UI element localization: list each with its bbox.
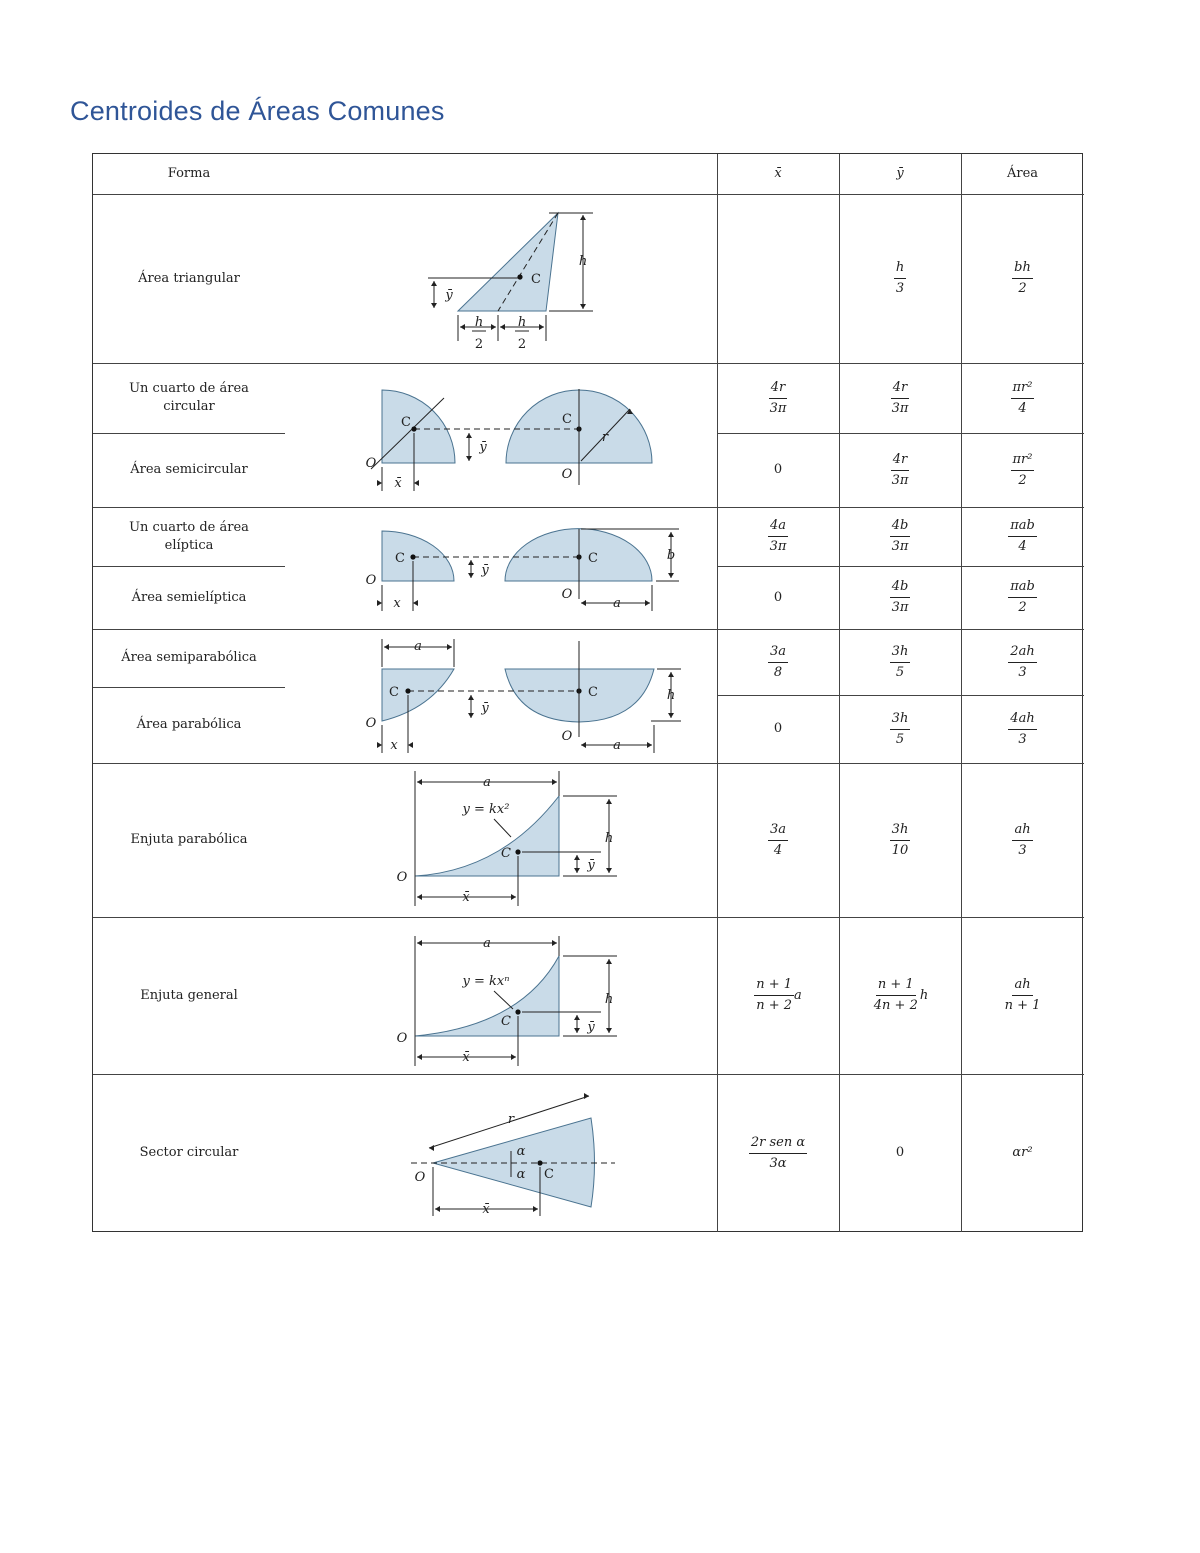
ybar-value: [839, 629, 961, 695]
xbar-value: [717, 629, 839, 695]
dimension-arrowhead: [431, 281, 437, 286]
shape-name: [109, 763, 269, 917]
page-title: Centroides de Áreas Comunes: [70, 96, 445, 126]
a-label: a: [483, 936, 491, 951]
dimension-arrowhead: [581, 742, 586, 748]
ybar-value: [839, 507, 961, 566]
dimension-arrowhead: [581, 600, 586, 606]
dimension-arrowhead: [533, 1206, 538, 1212]
ybar-formula-denominator: 5: [895, 664, 905, 680]
xbar-formula-factor: a: [794, 987, 802, 1003]
centroid-label: C: [588, 685, 598, 700]
ybar-formula-fraction: [890, 517, 911, 555]
xbar-formula: 0: [773, 721, 783, 737]
origin-label: O: [365, 456, 377, 471]
h-label: h: [666, 688, 676, 703]
area-formula: [1008, 517, 1037, 555]
centroid-point: [515, 1009, 520, 1014]
ybar-formula: [872, 976, 928, 1014]
area-value: [961, 363, 1084, 433]
xbar-formula: [768, 517, 789, 555]
xbar-formula-fraction: [768, 517, 789, 555]
area-formula-numerator: πab: [1008, 578, 1037, 598]
dimension-arrowhead: [429, 1145, 434, 1151]
header-area: [961, 154, 1084, 194]
shape-name-label: Enjuta parabólica: [130, 832, 248, 848]
area-value: [961, 917, 1084, 1074]
dimension-arrowhead: [552, 940, 557, 946]
dimension-arrowhead: [460, 324, 465, 330]
area-formula-fraction: [1008, 710, 1036, 748]
area-formula-denominator: 3: [1018, 842, 1027, 858]
half-denominator: 2: [517, 337, 527, 352]
ybar-label: ȳ: [587, 1020, 595, 1035]
x-label: x: [393, 596, 401, 611]
area-formula-numerator: ah: [1012, 821, 1032, 841]
xbar-formula-denominator: 4: [773, 842, 783, 858]
dimension-arrowhead: [647, 742, 652, 748]
centroid-point: [410, 554, 415, 559]
xbar-value: [717, 433, 839, 507]
dimension-arrowhead: [668, 573, 674, 578]
shape-name-label: Enjuta general: [140, 987, 238, 1003]
ybar-formula-denominator: 3: [895, 281, 905, 296]
dimension-arrowhead: [447, 644, 452, 650]
ybar-label: ȳ: [479, 440, 487, 455]
centroid-point: [537, 1160, 542, 1165]
dimension-arrowhead: [468, 713, 474, 718]
centroid-point: [517, 274, 522, 279]
half-label: h: [517, 315, 527, 330]
header-xbar: [717, 154, 839, 194]
origin-label: O: [561, 467, 573, 482]
area-value: [961, 507, 1084, 566]
general-spandrel-shape: [415, 956, 559, 1036]
dimension-arrowhead: [414, 480, 419, 486]
shape-name: [109, 1074, 269, 1232]
ybar-formula: [890, 517, 911, 555]
header-xbar-label: x̄: [774, 166, 782, 182]
header-forma: [93, 154, 285, 194]
area-formula-denominator: n + 1: [1004, 998, 1041, 1013]
ybar-formula: [890, 379, 911, 417]
ybar-value: [839, 433, 961, 507]
area-value: [961, 433, 1084, 507]
xbar-label: x̄: [394, 476, 402, 491]
ybar-formula-denominator: 10: [891, 842, 909, 858]
xbar-formula: 0: [773, 589, 783, 605]
dimension-arrowhead: [552, 779, 557, 785]
area-formula-denominator: 4: [1018, 539, 1027, 554]
dimension-arrowhead: [468, 573, 474, 578]
header-ybar-label: ȳ: [896, 166, 904, 182]
area-formula: [1012, 821, 1032, 859]
h-label: h: [604, 992, 614, 1007]
xbar-value: [717, 917, 839, 1074]
area-formula-numerator: bh: [1012, 259, 1033, 279]
dimension-arrowhead: [580, 304, 586, 309]
origin-label: O: [365, 716, 377, 731]
area-formula-fraction: [1008, 517, 1037, 555]
ybar-formula-numerator: 3h: [890, 710, 911, 730]
ybar-formula-denominator: 3π: [891, 400, 909, 416]
area-value: [961, 194, 1084, 363]
shape-name-label: Área semicircular: [130, 462, 248, 478]
area-formula: [1011, 379, 1035, 417]
shape-name-label: Área semiparabólica: [121, 650, 257, 666]
dimension-arrowhead: [377, 742, 382, 748]
ybar-value: [839, 566, 961, 629]
dimension-arrowhead: [491, 324, 496, 330]
area-formula: [1003, 976, 1043, 1014]
origin-label: O: [396, 1031, 408, 1046]
area-formula-denominator: 3: [1018, 731, 1027, 747]
dimension-arrowhead: [435, 1206, 440, 1212]
alpha-label: α: [516, 1167, 526, 1182]
area-formula-numerator: 2ah: [1008, 643, 1036, 663]
centroid-table: [92, 153, 1083, 1232]
centroid-label: C: [588, 551, 598, 566]
dimension-arrowhead: [466, 456, 472, 461]
origin-label: O: [414, 1170, 426, 1185]
area-formula: [1012, 259, 1033, 297]
ybar-value: [839, 763, 961, 917]
shape-name: [109, 507, 269, 566]
area-value: [961, 566, 1084, 629]
dimension-arrowhead: [417, 894, 422, 900]
dimension-arrowhead: [417, 940, 422, 946]
h-label: h: [604, 831, 614, 846]
figures-column: [285, 154, 717, 1232]
header-area-label: Área: [1006, 166, 1039, 182]
a-label: a: [483, 775, 491, 790]
ybar-formula-fraction: [890, 451, 911, 489]
dimension-arrowhead: [606, 868, 612, 873]
dimension-arrowhead: [668, 532, 674, 537]
xbar-formula: [768, 643, 788, 681]
ybar-formula-denominator: 4n + 2: [873, 998, 918, 1013]
ybar-formula-denominator: 3π: [891, 600, 909, 615]
xbar-formula-denominator: 3α: [769, 1155, 787, 1171]
ybar-formula: [894, 259, 906, 297]
xbar-value: [717, 1074, 839, 1232]
ybar-formula-numerator: 4b: [890, 578, 911, 598]
area-value: [961, 629, 1084, 695]
half-label: h: [474, 315, 484, 330]
ybar-formula-numerator: 4b: [890, 517, 911, 537]
dimension-arrowhead: [584, 1093, 589, 1099]
ybar-label: ȳ: [587, 858, 595, 873]
shape-name-label: Área triangular: [138, 270, 240, 286]
xbar-formula: [754, 976, 802, 1014]
a-label: a: [613, 596, 621, 611]
dimension-arrowhead: [645, 600, 650, 606]
dimension-arrowhead: [413, 600, 418, 606]
dimension-arrowhead: [384, 644, 389, 650]
area-value: [961, 1074, 1084, 1232]
shape-name: [109, 194, 269, 363]
ybar-formula-fraction: [890, 379, 911, 417]
xbar-value: [717, 695, 839, 763]
dimension-arrowhead: [377, 600, 382, 606]
ybar-label: ȳ: [481, 563, 489, 578]
xbar-formula-numerator: 2r sen α: [749, 1134, 807, 1154]
area-formula-fraction: [1012, 821, 1032, 859]
area-formula-numerator: πr²: [1011, 379, 1035, 399]
centroid-label: C: [395, 551, 405, 566]
xbar-formula-numerator: n + 1: [754, 976, 794, 996]
ybar-formula-denominator: 3π: [891, 472, 909, 488]
area-value: [961, 763, 1084, 917]
shape-name: [109, 566, 269, 629]
dimension-arrowhead: [500, 324, 505, 330]
shape-name: [109, 629, 269, 687]
xbar-formula-denominator: 3π: [769, 400, 787, 416]
ybar-formula-denominator: 5: [895, 731, 905, 747]
area-formula-fraction: [1003, 976, 1043, 1014]
xbar-label: x̄: [462, 890, 470, 905]
area-formula-denominator: 3: [1018, 664, 1027, 680]
dimension-arrowhead: [580, 215, 586, 220]
ybar-formula-numerator: h: [894, 259, 906, 279]
area-formula: [1008, 578, 1037, 616]
centroid-point: [405, 688, 410, 693]
ybar-formula: 0: [895, 1145, 905, 1161]
shape-name-label: Sector circular: [139, 1145, 239, 1161]
origin-label: O: [396, 870, 408, 885]
area-formula: [1008, 710, 1036, 748]
shape-name-label: Área parabólica: [136, 717, 242, 733]
ybar-formula-denominator: 3π: [891, 539, 909, 554]
a-label: a: [414, 639, 422, 654]
dimension-arrowhead: [417, 1054, 422, 1060]
dimension-arrowhead: [574, 868, 580, 873]
area-formula-denominator: 2: [1018, 472, 1027, 488]
dimension-arrowhead: [408, 742, 413, 748]
area-formula-numerator: ah: [1012, 976, 1032, 996]
ybar-formula-numerator: n + 1: [876, 976, 916, 996]
area-formula: [1008, 643, 1036, 681]
dimension-arrowhead: [574, 1015, 580, 1020]
dimension-arrowhead: [606, 1028, 612, 1033]
centroid-label: C: [501, 846, 511, 861]
xbar-formula-numerator: 4a: [768, 517, 788, 537]
ybar-formula-numerator: 3h: [890, 821, 911, 841]
xbar-formula-fraction: [749, 1134, 807, 1172]
shape-name: [109, 687, 269, 763]
a-label: a: [613, 738, 621, 753]
xbar-formula: [749, 1134, 807, 1172]
xbar-formula-fraction: [768, 379, 789, 417]
area-formula-numerator: πab: [1008, 517, 1037, 537]
area-formula-fraction: [1012, 259, 1033, 297]
centroid-point: [515, 849, 520, 854]
ybar-formula-fraction: [890, 710, 911, 748]
origin-label: O: [561, 729, 573, 744]
ybar-value: [839, 1074, 961, 1232]
xbar-label: x̄: [482, 1202, 490, 1217]
ybar-value: [839, 695, 961, 763]
ybar-formula-fraction: [890, 821, 911, 859]
ybar-value: [839, 363, 961, 433]
area-formula-fraction: [1008, 578, 1037, 616]
shape-name-label: Área semielíptica: [131, 589, 247, 605]
equation-leader: [494, 819, 511, 837]
header-forma-label: Forma: [167, 166, 211, 182]
shape-name: [109, 917, 269, 1074]
dimension-arrowhead: [466, 433, 472, 438]
alpha-label: α: [516, 1144, 526, 1159]
area-formula-fraction: [1008, 643, 1036, 681]
ybar-formula-numerator: 4r: [891, 451, 910, 471]
ybar-value: [839, 917, 961, 1074]
radius-label: r: [507, 1112, 515, 1127]
centroid-label: C: [531, 272, 541, 287]
shape-name: [109, 433, 269, 507]
ybar-formula: [890, 578, 911, 616]
dimension-arrowhead: [668, 713, 674, 718]
ybar-formula: [890, 643, 911, 681]
dimension-arrowhead: [574, 1028, 580, 1033]
ybar-formula-numerator: 3h: [890, 643, 911, 663]
ybar-formula: [890, 821, 911, 859]
ybar-label: ȳ: [445, 288, 453, 303]
half-denominator: 2: [474, 337, 484, 352]
xbar-formula-numerator: 4r: [769, 379, 788, 399]
dimension-arrowhead: [606, 799, 612, 804]
ybar-formula: [890, 451, 911, 489]
shape-name-label: Un cuarto de área circular: [129, 381, 249, 414]
dimension-arrowhead: [668, 672, 674, 677]
xbar-value: [717, 363, 839, 433]
ybar-formula-fraction: [894, 259, 906, 297]
equation-label: y = kxⁿ: [462, 974, 510, 989]
dimension-arrowhead: [606, 959, 612, 964]
x-label: x: [390, 738, 398, 753]
area-formula: αr²: [1012, 1145, 1033, 1161]
ybar-formula-numerator: 4r: [891, 379, 910, 399]
xbar-formula-fraction: [768, 643, 788, 681]
b-label: b: [666, 548, 676, 563]
centroid-label: C: [389, 685, 399, 700]
xbar-formula-denominator: 8: [773, 664, 783, 680]
dimension-arrowhead: [417, 779, 422, 785]
height-label: h: [578, 254, 588, 269]
xbar-formula-fraction: [754, 976, 794, 1014]
quarter-circle-shape: [382, 390, 455, 463]
dimension-arrowhead: [574, 855, 580, 860]
xbar-formula: [768, 821, 788, 859]
dimension-arrowhead: [511, 1054, 516, 1060]
xbar-formula-denominator: 3π: [769, 539, 787, 554]
radius-label: r: [601, 430, 609, 445]
xbar-formula-denominator: n + 2: [756, 998, 793, 1013]
ybar-formula: [890, 710, 911, 748]
xbar-formula-numerator: 3a: [768, 643, 788, 663]
area-formula-denominator: 4: [1018, 400, 1027, 416]
xbar-formula: 0: [773, 462, 783, 478]
ybar-label: ȳ: [481, 701, 489, 716]
centroid-label: C: [544, 1167, 554, 1182]
xbar-value: [717, 507, 839, 566]
area-value: [961, 695, 1084, 763]
xbar-label: x̄: [462, 1050, 470, 1065]
xbar-value: [717, 194, 839, 363]
header-ybar: [839, 154, 961, 194]
dimension-arrowhead: [511, 894, 516, 900]
triangle-shape: [458, 213, 558, 311]
ybar-value: [839, 194, 961, 363]
dimension-arrowhead: [468, 695, 474, 700]
area-formula: [1011, 451, 1035, 489]
ybar-formula-fraction: [890, 643, 911, 681]
area-formula-numerator: πr²: [1011, 451, 1035, 471]
ybar-formula-factor: h: [919, 987, 929, 1003]
area-formula-numerator: 4ah: [1008, 710, 1036, 730]
equation-leader: [494, 991, 513, 1009]
area-formula-denominator: 2: [1018, 600, 1027, 615]
centroid-label: C: [401, 415, 411, 430]
quarter-ellipse-shape: [382, 531, 454, 581]
centroid-point: [411, 426, 416, 431]
dimension-arrowhead: [431, 303, 437, 308]
xbar-formula-fraction: [768, 821, 788, 859]
dimension-arrowhead: [377, 480, 382, 486]
area-formula-fraction: [1011, 451, 1035, 489]
ybar-formula-fraction: [890, 578, 911, 616]
area-formula-fraction: [1011, 379, 1035, 417]
equation-label: y = kx²: [462, 802, 510, 817]
dimension-arrowhead: [468, 560, 474, 565]
shape-name-label: Un cuarto de área elíptica: [129, 519, 249, 553]
centroid-label: C: [501, 1014, 511, 1029]
xbar-value: [717, 566, 839, 629]
dimension-arrowhead: [539, 324, 544, 330]
origin-label: O: [365, 573, 377, 588]
centroid-label: C: [562, 412, 572, 427]
ybar-formula-fraction: [872, 976, 920, 1014]
xbar-formula: [768, 379, 789, 417]
area-formula-denominator: 2: [1018, 281, 1027, 296]
xbar-formula-numerator: 3a: [768, 821, 788, 841]
origin-label: O: [561, 587, 573, 602]
xbar-value: [717, 763, 839, 917]
shape-name: [109, 363, 269, 433]
